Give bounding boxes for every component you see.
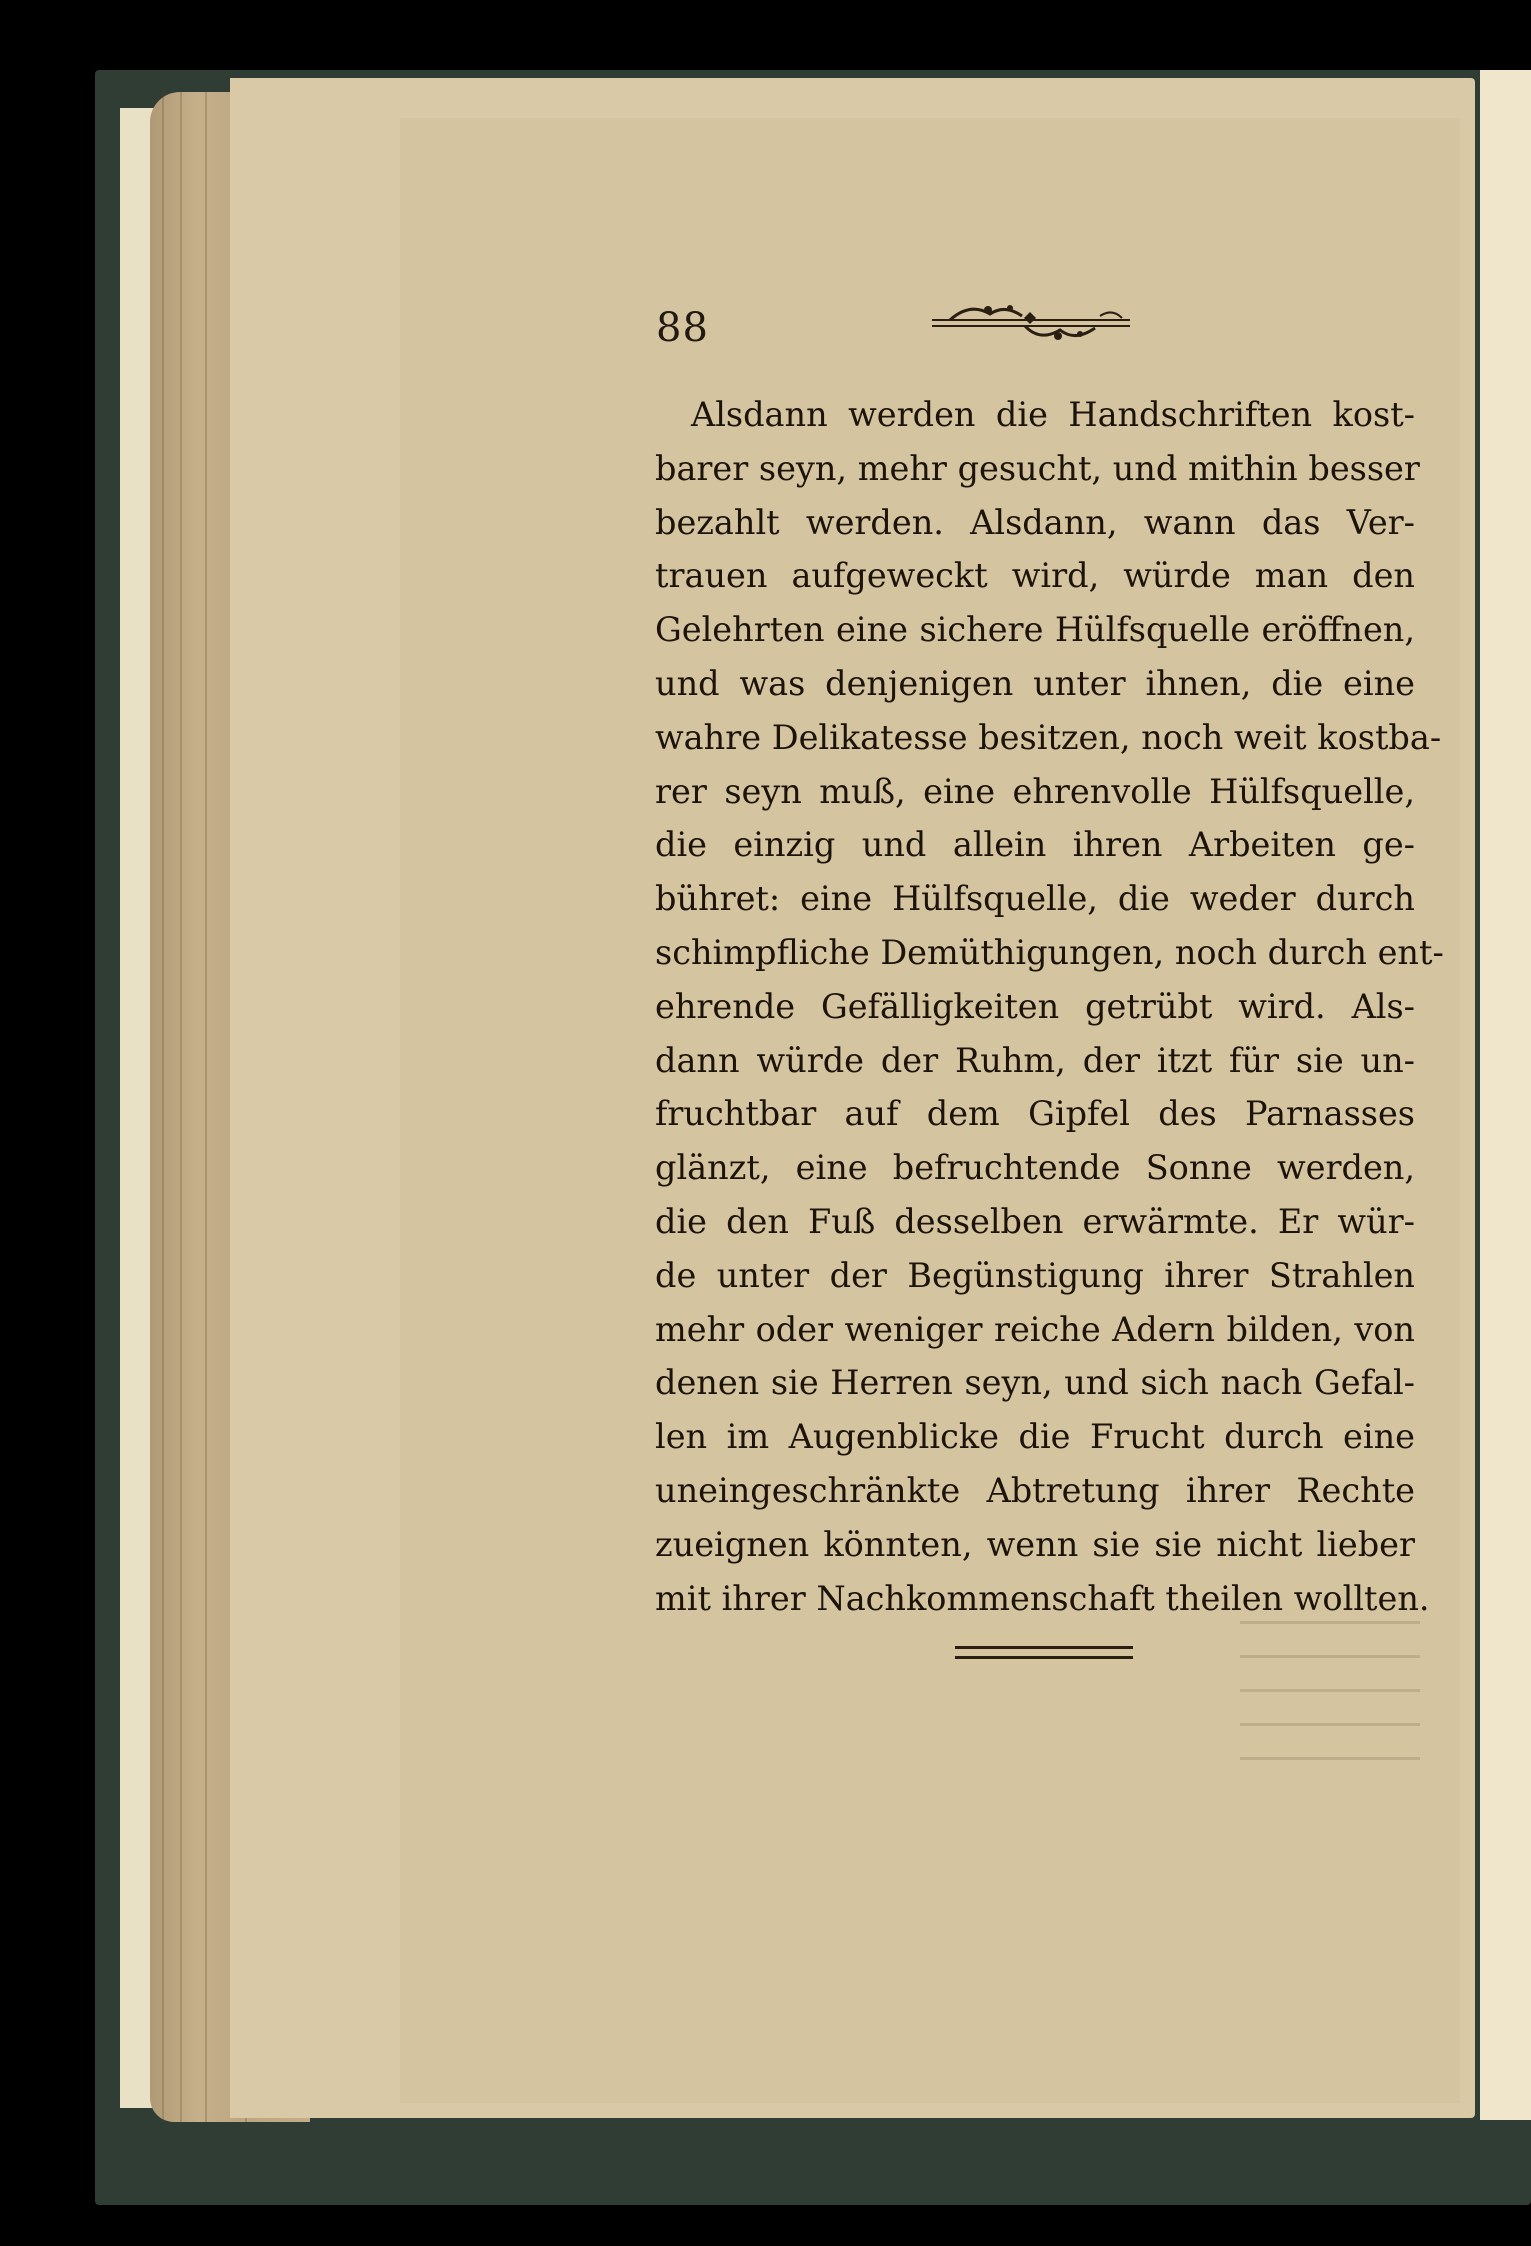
text-line: zueignen könnten, wenn sie sie nicht lieber (655, 1524, 1415, 1564)
page-fold (162, 92, 164, 2122)
text-line: und was denjenigen unter ihnen, die eine (655, 663, 1415, 703)
facing-page-edge (1480, 70, 1531, 2120)
text-line: die einzig und allein ihren Arbeiten ge- (655, 825, 1415, 865)
vine-ornament-icon (930, 298, 1135, 348)
text-line: len im Augenblicke die Frucht durch eine (655, 1417, 1415, 1457)
page-number: 88 (656, 305, 709, 351)
text-line: dann würde der Ruhm, der itzt für sie un- (655, 1040, 1415, 1080)
text-line: uneingeschränkte Abtretung ihrer Rechte (655, 1470, 1415, 1510)
show-through-text (1240, 1600, 1420, 1760)
text-line: Gelehrten eine sichere Hülfsquelle eröffnen, (655, 610, 1415, 650)
text-line: die den Fuß desselben erwärmte. Er wür- (655, 1201, 1415, 1241)
text-line: barer seyn, mehr gesucht, und mithin besser (655, 448, 1420, 488)
text-line: glänzt, eine befruchtende Sonne werden, (655, 1148, 1415, 1188)
text-line: ehrende Gefälligkeiten getrübt wird. Als- (655, 986, 1415, 1026)
text-line: de unter der Begünstigung ihrer Strahlen (655, 1255, 1415, 1295)
text-line: trauen aufgeweckt wird, würde man den (655, 556, 1415, 596)
text-line: schimpfliche Demüthigungen, noch durch ent- (655, 932, 1444, 972)
text-line: mehr oder weniger reiche Adern bilden, von (655, 1309, 1415, 1349)
text-line: mit ihrer Nachkommenschaft theilen wollten. (655, 1578, 1430, 1618)
page-fold (205, 92, 207, 2122)
text-line: rer seyn muß, eine ehrenvolle Hülfsquelle, (655, 771, 1415, 811)
text-line: fruchtbar auf dem Gipfel des Parnasses (655, 1094, 1415, 1134)
text-line: bezahlt werden. Alsdann, wann das Ver- (655, 502, 1415, 542)
text-line: bühret: eine Hülfsquelle, die weder durch (655, 879, 1415, 919)
text-line: wahre Delikatesse besitzen, noch weit kostba- (655, 717, 1442, 757)
text-line: Alsdann werden die Handschriften kost- (691, 395, 1415, 434)
page-body-text (655, 388, 1444, 1625)
end-rule (955, 1656, 1133, 1659)
text-line: denen sie Herren seyn, und sich nach Gefal- (655, 1363, 1415, 1403)
end-rule (955, 1646, 1133, 1649)
page-fold (180, 92, 182, 2122)
